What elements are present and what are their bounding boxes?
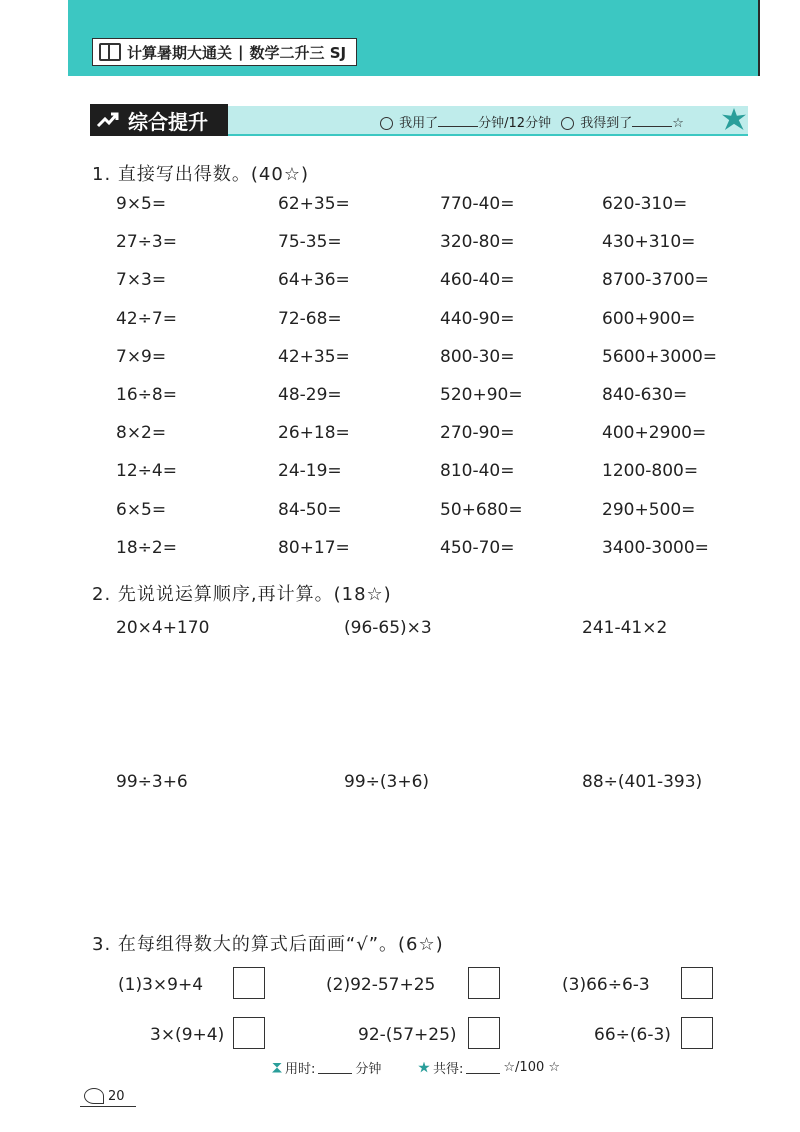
q3-expression: 66÷(6-3) <box>594 1025 671 1045</box>
q1-expression: 62+35= <box>278 194 350 214</box>
q1-expression: 3400-3000= <box>602 537 709 558</box>
section-timer <box>380 112 684 131</box>
q1-expression: 42+35= <box>278 346 350 367</box>
q1-expression: 840-630= <box>602 385 688 405</box>
q1-expression: 64+36= <box>278 270 350 291</box>
q3-expression: (3)66÷6-3 <box>562 975 650 995</box>
q3-expression: 3×(9+4) <box>150 1025 225 1045</box>
q1-expression: 24-19= <box>278 461 342 482</box>
section-title: 综合提升 <box>128 109 208 134</box>
book-subtitle: 数学二升三 SJ <box>249 43 347 62</box>
header-divider: | <box>238 43 244 61</box>
footer-total <box>418 1058 560 1077</box>
q1-expression: 520+90= <box>440 385 523 405</box>
q1-expression: 270-90= <box>440 423 515 444</box>
q1-expression: 72-68= <box>278 308 342 329</box>
q1-expression: 1200-800= <box>602 461 699 482</box>
q1-expression: 5600+3000= <box>602 346 718 367</box>
footer-time-suffix: 分钟 <box>355 1062 382 1077</box>
q1-expression: 430+310= <box>602 232 696 253</box>
q1-expression: 42÷7= <box>116 308 177 329</box>
question-3-title: 3. 在每组得数大的算式后面画“√”。(6☆) <box>92 934 444 955</box>
page-number-rule <box>80 1106 136 1107</box>
q1-expression: 810-40= <box>440 461 515 482</box>
page-number-text: 20 <box>108 1088 125 1104</box>
q1-expression: 75-35= <box>278 232 342 253</box>
book-header <box>92 38 357 66</box>
q3-expression: 92-(57+25) <box>358 1025 457 1045</box>
q1-expression: 400+2900= <box>602 423 707 444</box>
q1-expression: 8700-3700= <box>602 270 709 291</box>
q1-expression: 18÷2= <box>116 537 177 558</box>
star-icon <box>418 1062 430 1074</box>
q1-expression: 440-90= <box>440 308 515 329</box>
answer-checkbox[interactable] <box>681 1017 713 1049</box>
q1-expression: 6×5= <box>116 499 167 520</box>
answer-checkbox[interactable] <box>468 1017 500 1049</box>
q1-expression: 460-40= <box>440 270 515 291</box>
q1-expression: 770-40= <box>440 194 515 214</box>
answer-checkbox[interactable] <box>681 967 713 999</box>
hourglass-icon <box>272 1063 282 1073</box>
footer-time <box>272 1058 381 1077</box>
score-suffix: ☆ <box>672 116 684 131</box>
score-blank[interactable] <box>632 114 672 127</box>
q1-expression: 12÷4= <box>116 461 177 482</box>
spiral-icon <box>84 1088 104 1104</box>
q2-expression: 20×4+170 <box>116 618 210 638</box>
book-title: 计算暑期大通关 <box>127 43 233 62</box>
answer-checkbox[interactable] <box>233 967 265 999</box>
question-2-title: 2. 先说说运算顺序,再计算。(18☆) <box>92 584 392 605</box>
q1-expression: 620-310= <box>602 194 688 214</box>
page-number <box>84 1088 125 1104</box>
q1-expression: 48-29= <box>278 385 342 405</box>
book-icon <box>99 43 121 61</box>
q1-expression: 450-70= <box>440 537 515 558</box>
check-icon <box>561 117 574 130</box>
q2-expression: 99÷3+6 <box>116 772 188 792</box>
q1-expression: 26+18= <box>278 423 350 444</box>
clock-icon <box>380 117 393 130</box>
score-earned <box>561 112 684 131</box>
q2-expression: (96-65)×3 <box>344 618 432 638</box>
time-used-prefix: 我用了 <box>399 116 439 131</box>
footer-total-blank[interactable] <box>466 1062 500 1074</box>
q2-expression: 88÷(401-393) <box>582 772 703 792</box>
q1-expression: 7×3= <box>116 270 167 291</box>
q1-expression: 50+680= <box>440 499 523 520</box>
footer-total-suffix: ☆/100 ☆ <box>503 1060 561 1075</box>
q1-expression: 9×5= <box>116 194 167 214</box>
answer-checkbox[interactable] <box>233 1017 265 1049</box>
q1-expression: 8×2= <box>116 423 167 444</box>
q1-expression: 290+500= <box>602 499 696 520</box>
question-1-title: 1. 直接写出得数。(40☆) <box>92 164 309 185</box>
q1-expression: 16÷8= <box>116 385 177 405</box>
q1-expression: 320-80= <box>440 232 515 253</box>
q1-expression: 84-50= <box>278 499 342 520</box>
q1-expression: 800-30= <box>440 346 515 367</box>
time-used <box>380 112 551 131</box>
trend-up-icon <box>96 111 120 129</box>
time-used-suffix: 分钟/12分钟 <box>478 116 552 131</box>
footer-time-blank[interactable] <box>318 1062 352 1074</box>
section-tag <box>90 104 228 136</box>
q2-expression: 99÷(3+6) <box>344 772 430 792</box>
q3-expression: (1)3×9+4 <box>118 975 204 995</box>
score-prefix: 我得到了 <box>580 116 633 131</box>
q1-expression: 80+17= <box>278 537 350 558</box>
q3-expression: (2)92-57+25 <box>326 975 436 995</box>
footer-total-prefix: 共得: <box>433 1062 464 1077</box>
q1-expression: 27÷3= <box>116 232 177 253</box>
q2-expression: 241-41×2 <box>582 618 668 638</box>
q1-expression: 600+900= <box>602 308 696 329</box>
q1-expression: 7×9= <box>116 346 167 367</box>
answer-checkbox[interactable] <box>468 967 500 999</box>
time-used-blank[interactable] <box>438 114 478 127</box>
footer-time-prefix: 用时: <box>285 1062 316 1077</box>
